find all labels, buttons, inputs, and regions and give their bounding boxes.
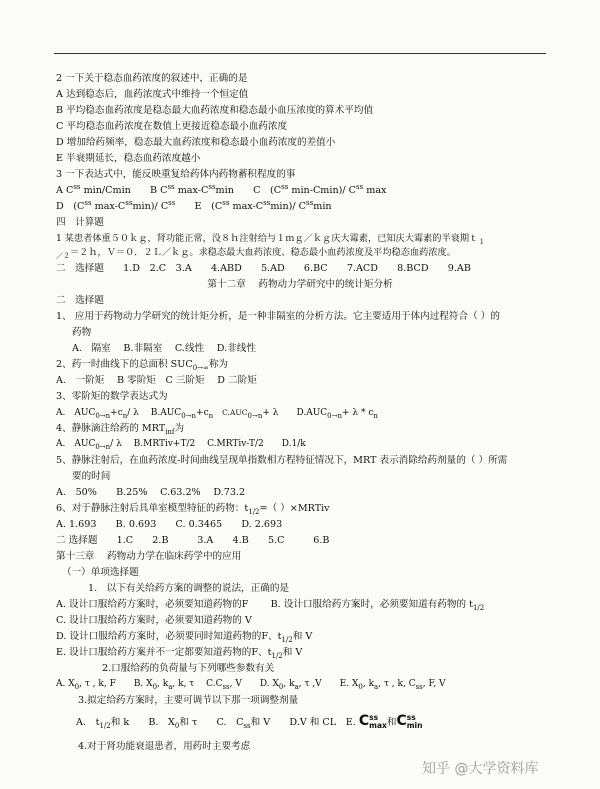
ch13-q4-stem: 4.对于肾功能衰退患者，用药时主要考虑 xyxy=(78,741,251,752)
ch13-q2-options: A. $X_0$, τ , k, F B. $X_0$, $k_a$, k, τ $C.C_{ss}$, V D. $X_0$, $k_a$, τ ,V E. $X_0$, $k_a$, τ , k, $C_{ss}$, F, V xyxy=(56,679,446,691)
q2-option-a: A 达到稳态后，血药浓度式中维持一个恒定值 xyxy=(56,89,249,100)
ch12-q6-options: A. 1.693 B. 0.693 C. 0.3465 D. 2.693 xyxy=(56,519,283,530)
calc-problem-line1: 1 某患者体重５０ｋｇ，肾功能正常，没８ｈ注射给与１ｍｇ／ｋｇ庆大霉素，已知庆大霉素的半衰期ｔ$_1$ xyxy=(56,233,486,246)
section-calc-heading: 四 计算题 xyxy=(56,217,104,228)
q3-stem: 3 一下表达式中，能反映重复给药体内药物蓄积程度的事 xyxy=(56,169,296,180)
ch13-q3-options: A. $t_{1/2}$和 k B. $X_0$和 τ C. $C_{ss}$和 V D.V 和 CL E. C ss max 和C ss min xyxy=(76,713,423,730)
q2-option-c: C 平均稳态血药浓度在数值上更接近稳态最小血药浓度 xyxy=(56,121,288,132)
q2-option-b: B 平均稳态血药浓度是稳态最大血药浓度和稳态最小血压浓度的算术平均值 xyxy=(56,105,374,116)
ch13-q1-options-ab: A. 设计口服给药方案时，必须要知道药物的F B. 设计口服给药方案时，必须要知道有药物的 $t_{1/2}$ xyxy=(56,599,485,612)
ch12-q4-stem: 4、静脉滴注给药的 $MRT_{inf}$为 xyxy=(56,423,185,436)
ch13-q1-option-e: E. 设计口服给药方案并不一定都要知道药物的F、$t_{1/2}$和 V xyxy=(56,647,303,660)
ch12-q1-stem: 1、 应用于药物动力学研究的统计矩分析，是一种非隔室的分析方法。它主要适用于体内过程符合（ ）的 xyxy=(56,311,500,322)
q2-option-d: D 增加给药频率，稳态最大血药浓度和稳态最小血药浓度的差值小 xyxy=(56,137,336,148)
ch13-q1-option-d: D. 设计口服给药方案时，必须要同时知道药物的F、$t_{1/2}$和 V xyxy=(56,631,313,644)
chapter-12-title: 第十二章 药物动力学研究中的统计矩分析 xyxy=(207,279,393,290)
q3-options-row1: A $C^{ss}$ min/Cmin B $C^{ss}$ $\max-C^{ss}\min$ C ($C^{ss}$ min-Cmin)/ $C^{ss}$ max xyxy=(56,182,387,196)
header-rule xyxy=(54,53,546,54)
ch12-section-heading: 二 选择题 xyxy=(56,295,104,306)
watermark: 知乎 @大学资料库 xyxy=(422,761,539,777)
ch12-q5-stem-cont: 要的时间 xyxy=(72,471,111,482)
ch12-q3-options: A. $AUC_{0\to n}+c_n/$ λ $B.AUC_{0\to n}+c_n$ $C.AUC_{0\to n}+ \lambda$ $D.AUC_{0\to n}+ \lambda * c_n$ xyxy=(56,408,378,420)
ch12-q5-stem: 5、静脉注射后，在血药浓度-时间曲线呈现单指数相方程特征情况下，MRT 表示消除给药剂量的（ ）所需 xyxy=(56,455,508,466)
chapter-13-title: 第十三章 药物动力学在临床药学中的应用 xyxy=(56,551,242,562)
ch13-q2-stem: 2.口服给药的负荷量与下列哪些参数有关 xyxy=(102,663,275,674)
ch12-q6-stem: 6、对于静脉注射后具单室模型特征的药物：$t_{1/2}=$（ ）×MRTiv xyxy=(56,503,330,516)
calc-problem-line2: $_{/2}$＝２ｈ，Ｖ＝０．２Ｌ／ｋｇ。求稳态最大血药浓度、稳态最小血药浓度及平均稳态血药浓度。 xyxy=(56,247,456,260)
ch12-q3-stem: 3、零阶矩的数学表达式为 xyxy=(56,391,168,402)
ch13-q1-stem: 1. 以下有关给药方案的调整的说法，正确的是 xyxy=(88,583,290,594)
q2-stem: 2 一下关于稳态血药浓度的叙述中，正确的是 xyxy=(56,73,248,84)
q2-option-e: E 半衰期延长，稳态血药浓度越小 xyxy=(56,153,201,164)
q3-options-row2: D ($C^{ss}$ $\max-C^{ss}\min)/$ $C^{ss}$ E ($C^{ss}$ $\max-C^{ss}\min)/$ $C^{ss}\min$ xyxy=(56,198,332,212)
ch12-q1-stem-cont: 药物 xyxy=(72,327,92,338)
ch12-q5-options: A. 50% B.25% C.63.2% D.73.2 xyxy=(56,487,246,498)
answers-ch11: 二 选择题 1.D 2.C 3.A 4.ABD 5.AD 6.BC 7.ACD 8.BCD 9.AB xyxy=(56,263,471,274)
ch13-q3-stem: 3.拟定给药方案时，主要可调节以下那一项调整剂量 xyxy=(78,695,299,706)
ch12-q2-options: A. 一阶矩 B 零阶矩 C 三阶矩 D 二阶矩 xyxy=(56,375,257,386)
ch13-section-heading: （一）单项选择题 xyxy=(62,567,139,578)
ch12-q2-stem: 2、药一时曲线下的总面积 $SUC_{0\to\infty}$称为 xyxy=(56,359,229,372)
ch13-q1-option-c: C. 设计口服给药方案时，必须要知道药物的 V xyxy=(56,615,252,626)
answers-ch12: 二 选择题 1.C 2.B 3.A 4.B 5.C 6.B xyxy=(56,535,330,546)
ch12-q1-options: A. 隔室 B.非隔室 C.线性 D.非线性 xyxy=(72,343,256,354)
ch12-q4-options: A. $AUC_{0\to n}/$ λ B.MRTiv+T/2 C.MRTiv-T/2 D.1/k xyxy=(56,439,306,451)
